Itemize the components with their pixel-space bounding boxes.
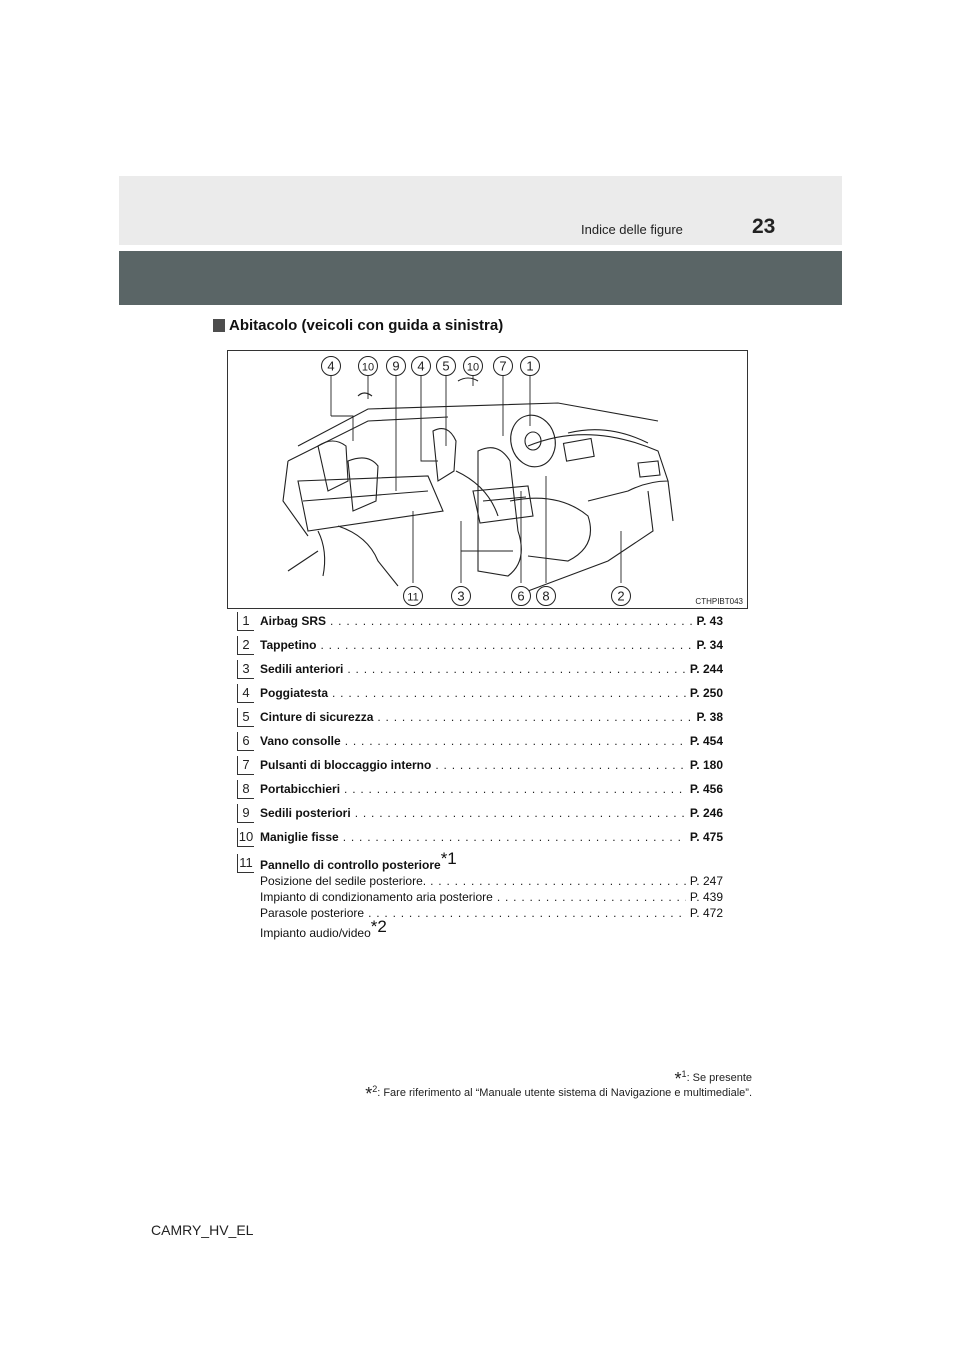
footnote-key: 1: [681, 1069, 687, 1079]
subitem-page-ref[interactable]: P. 439: [689, 890, 723, 904]
callout-label: 6: [517, 588, 525, 604]
footnote-star: *: [365, 1084, 373, 1104]
subitem-label: Parasole posteriore: [260, 906, 365, 920]
dot-leader: [320, 638, 692, 652]
section-square-icon: [213, 319, 225, 332]
item-page-ref[interactable]: P. 43: [696, 614, 723, 628]
item-label: Sedili posteriori: [260, 806, 351, 820]
item-number: 7: [237, 756, 254, 775]
item-label: Poggiatesta: [260, 686, 329, 700]
callout-label: 9: [392, 358, 400, 374]
item-label: Vano consolle: [260, 734, 341, 748]
callout-label: 1: [526, 358, 534, 374]
item-label: Sedili anteriori: [260, 662, 344, 676]
item-number: 9: [237, 804, 254, 823]
subitem-label: Impianto audio/video: [260, 926, 371, 940]
item-page-ref[interactable]: P. 34: [696, 638, 723, 652]
callout-top-7: [494, 357, 513, 376]
item-label: Tappetino: [260, 638, 317, 652]
header-dark-bar: [119, 251, 842, 305]
callout-bottom-6: [512, 587, 531, 606]
dot-leader: [344, 782, 686, 796]
callout-top-4b: [412, 357, 431, 376]
callout-label: 8: [542, 588, 550, 604]
dot-leader: [343, 830, 686, 844]
callout-top-1: [521, 357, 540, 376]
item-label: Airbag SRS: [260, 614, 327, 628]
callout-label: 5: [442, 358, 450, 374]
callout-bottom-2: [612, 587, 631, 606]
callout-label: 2: [617, 588, 625, 604]
callout-label: 4: [327, 358, 335, 374]
dot-leader: [345, 734, 686, 748]
item-page-ref[interactable]: P. 250: [689, 686, 723, 700]
subitem-label: Impianto di condizionamento aria posteriore: [260, 890, 493, 904]
callout-label: 11: [407, 591, 419, 604]
subitem-page-ref[interactable]: P. 472: [689, 906, 723, 920]
footnote-mark-text: *1: [440, 849, 457, 868]
footnote-text: : Se presente: [686, 1072, 752, 1084]
subitem-label: Posizione del sedile posteriore.: [260, 874, 427, 888]
callout-label: 10: [361, 361, 375, 374]
item-label: Cinture di sicurezza: [260, 710, 374, 724]
callout-top-9: [387, 357, 406, 376]
footnote-text: : Fare riferimento al “Manuale utente sistema di Navigazione e multimediale”.: [377, 1087, 752, 1099]
item-page-ref[interactable]: P. 475: [689, 830, 723, 844]
item-number: 11: [237, 854, 254, 873]
item-page-ref[interactable]: P. 456: [689, 782, 723, 796]
dot-leader: [497, 890, 686, 904]
item-page-ref[interactable]: P. 180: [689, 758, 723, 772]
footnote-2: [365, 1080, 752, 1104]
cabin-illustration: [227, 350, 748, 609]
item-page-ref[interactable]: P. 38: [696, 710, 723, 724]
document-code: CAMRY_HV_EL: [151, 1222, 254, 1238]
footnote-star: *: [674, 1069, 682, 1089]
item-label: Portabicchieri: [260, 782, 341, 796]
dot-leader: [330, 614, 693, 628]
callout-bottom-11: [404, 587, 423, 606]
callout-label: 7: [499, 358, 507, 374]
callout-bottom-8: [537, 587, 556, 606]
cabin-drawing: [228, 351, 749, 610]
dot-leader: [377, 710, 692, 724]
callout-top-4: [322, 357, 341, 376]
item-label: Pulsanti di bloccaggio interno: [260, 758, 432, 772]
item-page-ref[interactable]: P. 454: [689, 734, 723, 748]
item-label: Pannello di controllo posteriore: [260, 858, 441, 872]
callout-top-10: [359, 357, 378, 376]
subitem-page-ref[interactable]: P. 247: [689, 874, 723, 888]
item-number: 10: [237, 828, 254, 847]
header-band: [119, 176, 842, 245]
header-section-title: Indice delle figure: [581, 222, 683, 237]
dot-leader: [435, 758, 685, 772]
footnote-mark-text: *2: [370, 917, 387, 936]
section-title: Abitacolo (veicoli con guida a sinistra): [229, 317, 504, 334]
item-page-ref[interactable]: P. 244: [689, 662, 723, 676]
footnote-mark: [371, 917, 387, 937]
item-number: 1: [237, 612, 254, 631]
item-number: 3: [237, 660, 254, 679]
callout-top-5: [437, 357, 456, 376]
item-number: 8: [237, 780, 254, 799]
item-number: 5: [237, 708, 254, 727]
dot-leader: [332, 686, 686, 700]
page-number: 23: [752, 215, 776, 238]
footnote-key: 2: [372, 1084, 378, 1094]
callout-bottom-3: [452, 587, 471, 606]
item-number: 6: [237, 732, 254, 751]
item-number: 2: [237, 636, 254, 655]
dot-leader: [347, 662, 685, 676]
item-number: 4: [237, 684, 254, 703]
callout-label: 3: [457, 588, 465, 604]
dot-leader: [430, 874, 686, 888]
dot-leader: [368, 906, 686, 920]
dot-leader: [355, 806, 686, 820]
item-label: Maniglie fisse: [260, 830, 339, 844]
callout-label: 10: [466, 361, 480, 374]
item-page-ref[interactable]: P. 246: [689, 806, 723, 820]
footnote-mark: [441, 849, 457, 869]
callout-top-10b: [464, 357, 483, 376]
callout-label: 4: [417, 358, 425, 374]
figure-code: CTHPIBT043: [695, 597, 743, 606]
